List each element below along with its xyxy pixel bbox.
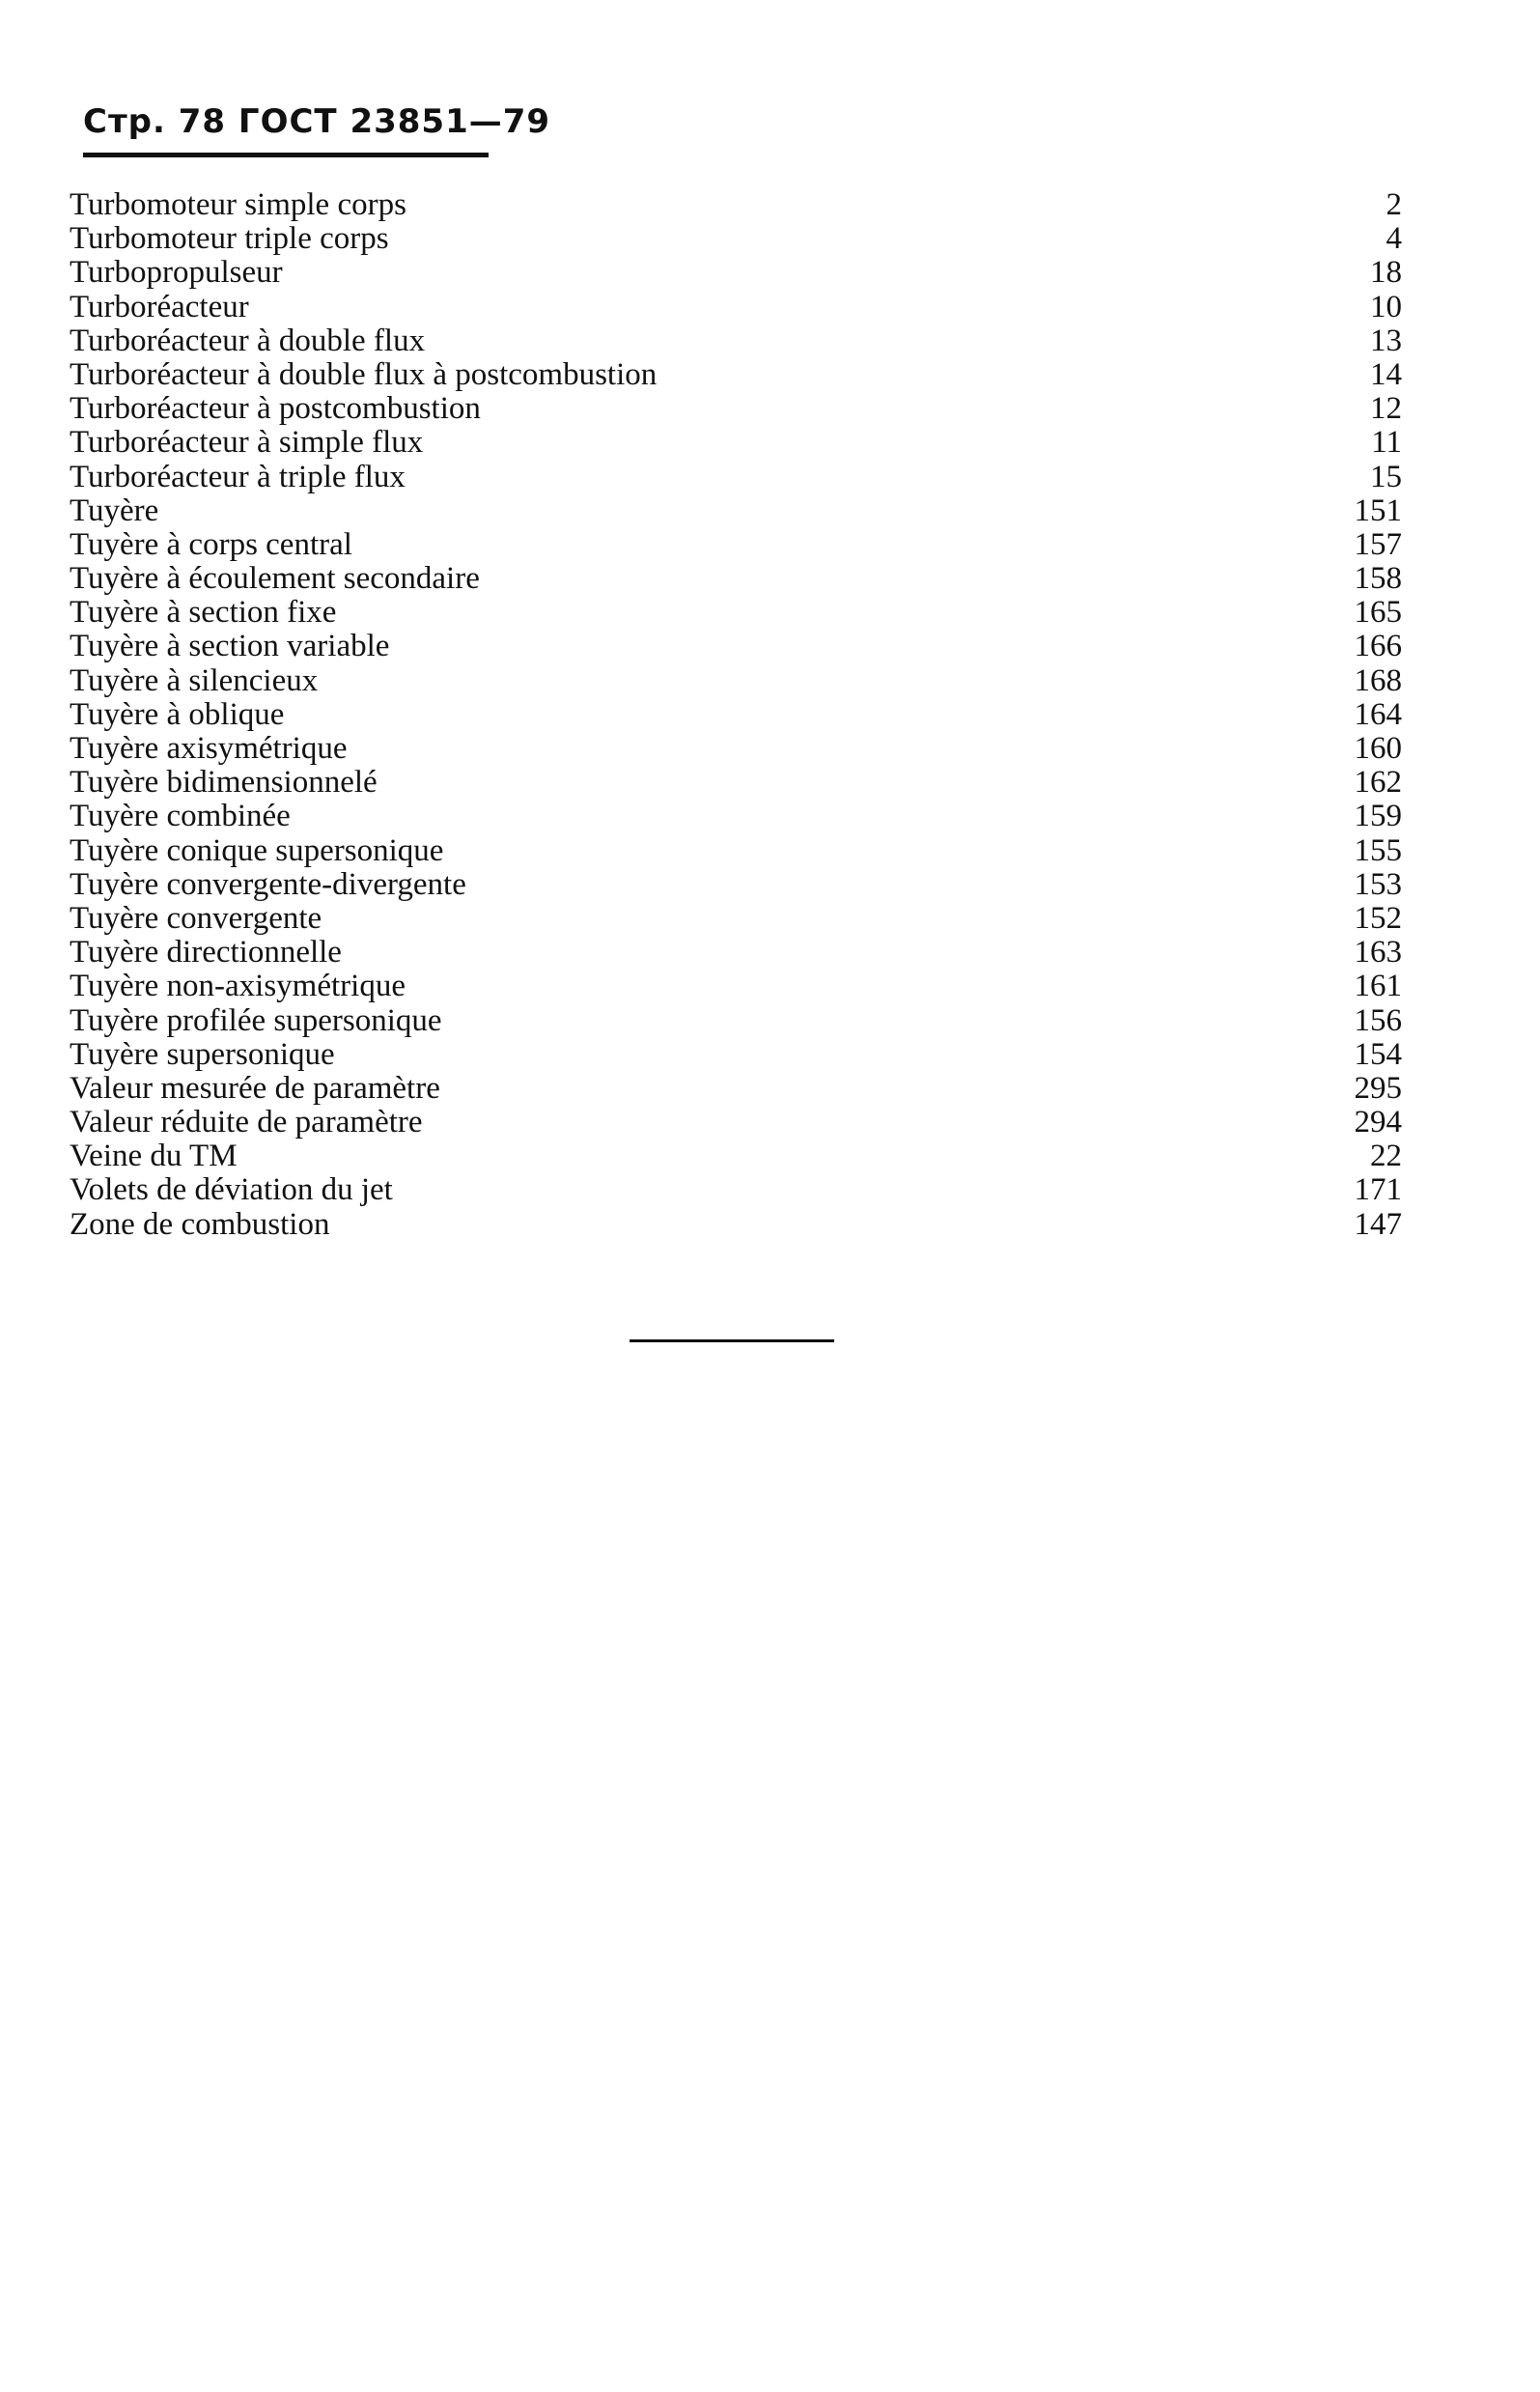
index-term: Turboréacteur à simple flux: [70, 425, 424, 461]
index-page-number: 14: [1370, 356, 1402, 392]
index-term: Tuyère: [70, 492, 159, 528]
index-entry: [70, 1106, 1402, 1140]
index-entry: [70, 426, 1402, 460]
index-page-number: 18: [1370, 255, 1402, 291]
index-term: Tuyère combinée: [70, 799, 291, 834]
index-term: Turbopropulseur: [70, 255, 283, 291]
index-term: Tuyère axisymétrique: [70, 731, 348, 766]
index-entry: [70, 528, 1402, 562]
index-entry: [70, 358, 1402, 392]
index-page-number: 161: [1354, 969, 1402, 1004]
index-page-number: 168: [1354, 662, 1402, 698]
index-term: Zone de combustion: [70, 1206, 330, 1242]
page-header: Стр. 78 ГОСТ 23851—79: [83, 102, 551, 141]
index-term: Veine du TM: [70, 1139, 238, 1174]
index-page-number: 163: [1354, 935, 1402, 971]
index-page-number: 155: [1354, 832, 1402, 868]
index-page-number: 153: [1354, 866, 1402, 902]
index-entry: [70, 766, 1402, 800]
index-term: Tuyère profilée supersonique: [70, 1002, 442, 1038]
index-term: Turbomoteur simple corps: [70, 187, 406, 222]
index-entry: [70, 1173, 1402, 1207]
index-term: Turboréacteur à double flux: [70, 323, 426, 358]
index-entry: [70, 494, 1402, 528]
index-entry: [70, 188, 1402, 222]
index-page-number: 160: [1354, 731, 1402, 766]
end-rule: [630, 1339, 834, 1342]
index-entry: [70, 732, 1402, 766]
index-term: Tuyère supersonique: [70, 1036, 335, 1072]
index-entry: [70, 256, 1402, 290]
index-term: Tuyère à silencieux: [70, 662, 319, 698]
index-term: Valeur réduite de paramètre: [70, 1105, 423, 1140]
index-page-number: 171: [1354, 1172, 1402, 1208]
index-entry: [70, 630, 1402, 663]
index-page-number: 166: [1354, 629, 1402, 664]
index-entry: [70, 1140, 1402, 1173]
index-term: Tuyère conique supersonique: [70, 832, 444, 868]
index-page-number: 295: [1354, 1070, 1402, 1106]
index-page-number: 12: [1370, 391, 1402, 427]
index-term: Tuyère à écoulement secondaire: [70, 561, 480, 597]
index-term: Tuyère bidimensionnelé: [70, 765, 378, 801]
index-entry: [70, 1004, 1402, 1038]
index-entry: [70, 291, 1402, 324]
index-page-number: 10: [1370, 289, 1402, 324]
index-entry: [70, 392, 1402, 426]
index-list: [70, 188, 1402, 1242]
index-page-number: 165: [1354, 595, 1402, 631]
index-page-number: 151: [1354, 492, 1402, 528]
index-page-number: 22: [1370, 1139, 1402, 1174]
index-term: Valeur mesurée de paramètre: [70, 1070, 440, 1106]
index-term: Tuyère à section fixe: [70, 595, 337, 631]
index-term: Tuyère convergente: [70, 900, 322, 936]
index-page-number: 156: [1354, 1002, 1402, 1038]
index-term: Turbomoteur triple corps: [70, 221, 389, 257]
index-term: Tuyère convergente-divergente: [70, 866, 466, 902]
index-page-number: 157: [1354, 526, 1402, 562]
index-term: Tuyère à section variable: [70, 629, 390, 664]
index-entry: [70, 324, 1402, 358]
index-entry: [70, 698, 1402, 732]
index-entry: [70, 936, 1402, 970]
index-term: Tuyère à oblique: [70, 696, 285, 732]
index-entry: [70, 461, 1402, 494]
index-page-number: 11: [1371, 425, 1402, 461]
index-entry: [70, 1038, 1402, 1072]
index-entry: [70, 664, 1402, 698]
index-term: Volets de déviation du jet: [70, 1172, 393, 1208]
index-page-number: 159: [1354, 799, 1402, 834]
index-page-number: 164: [1354, 696, 1402, 732]
index-page-number: 13: [1370, 323, 1402, 358]
index-entry: [70, 596, 1402, 630]
index-term: Tuyère directionnelle: [70, 935, 342, 971]
index-page-number: 2: [1386, 187, 1402, 222]
index-entry: [70, 834, 1402, 868]
index-page-number: 15: [1370, 459, 1402, 494]
index-page-number: 4: [1386, 221, 1402, 257]
index-entry: [70, 868, 1402, 902]
index-term: Tuyère non-axisymétrique: [70, 969, 406, 1004]
index-page-number: 158: [1354, 561, 1402, 597]
index-page-number: 162: [1354, 765, 1402, 801]
index-entry: [70, 222, 1402, 256]
index-term: Turboréacteur à triple flux: [70, 459, 406, 494]
index-term: Turboréacteur: [70, 289, 249, 324]
index-entry: [70, 902, 1402, 936]
index-entry: [70, 1208, 1402, 1242]
index-page-number: 147: [1354, 1206, 1402, 1242]
header-rule: [83, 153, 489, 157]
index-term: Turboréacteur à double flux à postcombustion: [70, 356, 658, 392]
index-entry: [70, 800, 1402, 833]
index-term: Tuyère à corps central: [70, 526, 352, 562]
index-entry: [70, 1072, 1402, 1106]
index-term: Turboréacteur à postcombustion: [70, 391, 481, 427]
index-entry: [70, 970, 1402, 1003]
index-page-number: 152: [1354, 900, 1402, 936]
index-entry: [70, 562, 1402, 596]
index-page-number: 154: [1354, 1036, 1402, 1072]
index-page-number: 294: [1354, 1105, 1402, 1140]
